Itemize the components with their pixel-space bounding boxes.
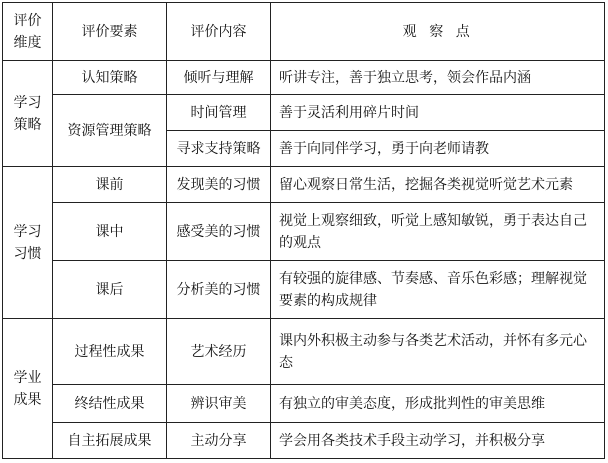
table-row [3,167,605,203]
content-cell: 倾听与理解 [167,61,271,95]
observation-cell: 听讲专注，善于独立思考，领会作品内涵 [271,61,605,95]
header-content: 评价内容 [167,3,271,61]
table-row [3,61,605,95]
table-row [3,423,605,459]
content-cell: 主动分享 [167,423,271,459]
element-cell: 课前 [53,167,167,203]
table-row [3,261,605,319]
table-row [3,385,605,423]
observation-cell: 课内外积极主动参与各类艺术活动，并怀有多元心态 [271,319,605,385]
observation-cell: 善于灵活利用碎片时间 [271,95,605,131]
content-cell: 艺术经历 [167,319,271,385]
element-cell: 认知策略 [53,61,167,95]
element-cell: 自主拓展成果 [53,423,167,459]
content-cell: 辨识审美 [167,385,271,423]
dimension-cell-strategy: 学习 策略 [3,61,53,167]
content-cell: 寻求支持策略 [167,131,271,167]
header-dimension: 评价 维度 [3,3,53,61]
table-row [3,319,605,385]
content-cell: 发现美的习惯 [167,167,271,203]
content-cell: 时间管理 [167,95,271,131]
element-cell: 终结性成果 [53,385,167,423]
observation-cell: 学会用各类技术手段主动学习，并积极分享 [271,423,605,459]
header-observation: 观察点 [271,3,605,61]
table-row [3,203,605,261]
observation-cell: 有较强的旋律感、节奏感、音乐色彩感；理解视觉要素的构成规律 [271,261,605,319]
element-cell: 课后 [53,261,167,319]
header-row [3,3,605,61]
observation-cell: 留心观察日常生活，挖掘各类视觉听觉艺术元素 [271,167,605,203]
table-row [3,95,605,131]
evaluation-table [2,2,605,459]
element-cell: 课中 [53,203,167,261]
observation-cell: 视觉上观察细致，听觉上感知敏锐，勇于表达自己的观点 [271,203,605,261]
observation-cell: 有独立的审美态度，形成批判性的审美思维 [271,385,605,423]
header-element: 评价要素 [53,3,167,61]
content-cell: 分析美的习惯 [167,261,271,319]
observation-cell: 善于向同伴学习，勇于向老师请教 [271,131,605,167]
element-cell: 资源管理策略 [53,95,167,167]
dimension-cell-habit: 学习 习惯 [3,167,53,319]
content-cell: 感受美的习惯 [167,203,271,261]
dimension-cell-outcome: 学业 成果 [3,319,53,459]
element-cell: 过程性成果 [53,319,167,385]
